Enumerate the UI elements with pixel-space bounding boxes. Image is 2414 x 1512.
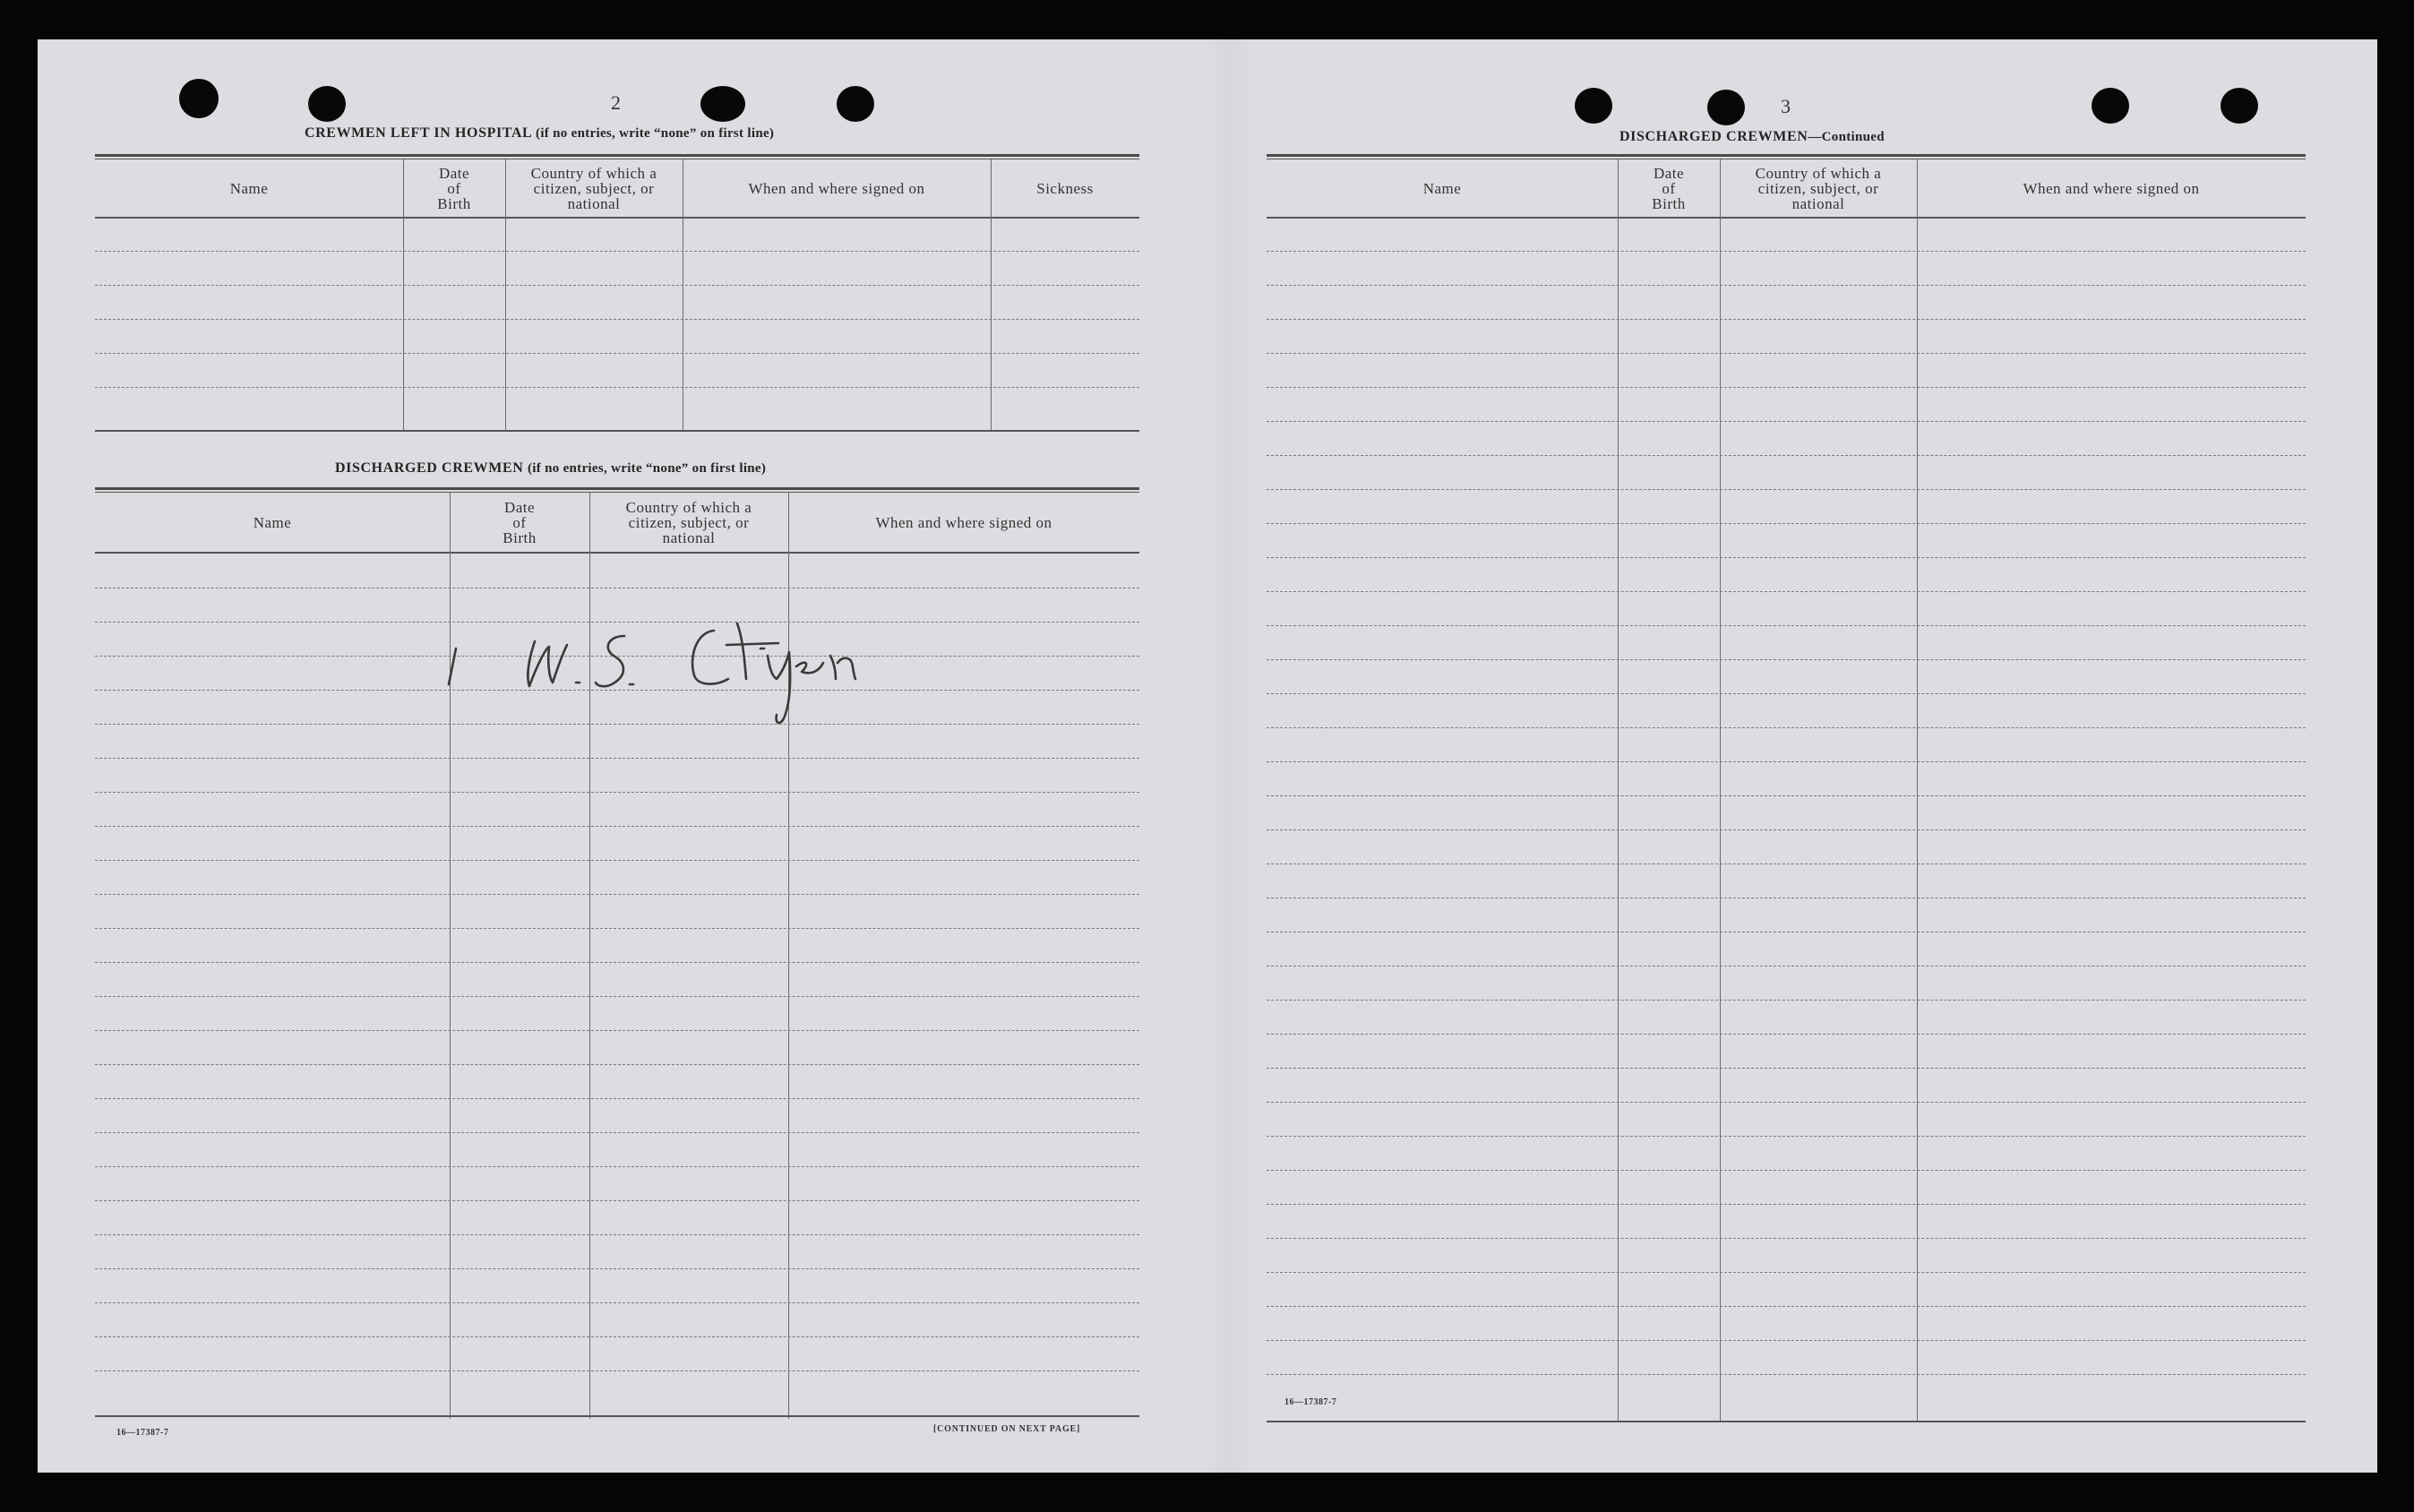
ruled-row-line <box>95 1302 1139 1303</box>
hospital-title-instruction: (if no entries, write “none” on first line) <box>536 126 775 141</box>
col-header-dob: Date of Birth <box>1652 164 1686 212</box>
ruled-row-line <box>95 1064 1139 1065</box>
ruled-row-line <box>1267 693 2306 694</box>
hospital-title-text: CREWMEN LEFT IN HOSPITAL <box>305 125 532 141</box>
ruled-row-line <box>1267 1238 2306 1239</box>
ruled-row-line <box>1267 1272 2306 1273</box>
page-number-left: 2 <box>611 91 621 114</box>
ruled-row-line <box>95 928 1139 929</box>
ruled-row-line <box>95 1336 1139 1337</box>
hospital-section-title <box>305 125 774 142</box>
ruled-row-line <box>1267 489 2306 490</box>
ruled-row-line <box>95 1234 1139 1235</box>
discharged-title-text: DISCHARGED CREWMEN <box>335 460 524 476</box>
table-bottom-rule <box>95 430 1139 432</box>
col-header-name: Name <box>253 513 292 531</box>
col-header-name: Name <box>1422 179 1462 197</box>
ruled-row-line <box>1267 285 2306 286</box>
column-divider <box>1917 159 1918 1421</box>
hospital-table <box>95 154 1139 432</box>
ruled-row-line <box>95 1200 1139 1201</box>
ruled-row-line <box>1267 625 2306 626</box>
ruled-row-line <box>1267 829 2306 830</box>
ruled-row-line <box>1267 1306 2306 1307</box>
header-bottom-rule <box>403 217 1139 219</box>
ruled-row-line <box>1267 1102 2306 1103</box>
ruled-row-line <box>1267 523 2306 524</box>
ruled-row-line <box>1267 591 2306 592</box>
col-header-dob: Date of Birth <box>503 498 537 546</box>
ruled-row-line <box>1267 1136 2306 1137</box>
punch-hole <box>1707 90 1745 125</box>
ruled-row-line <box>95 996 1139 997</box>
discharged-continued-suffix: —Continued <box>1808 130 1885 144</box>
punch-hole <box>179 79 219 118</box>
punch-hole <box>308 86 346 122</box>
ruled-row-line <box>95 792 1139 793</box>
discharged-continued-title-text: DISCHARGED CREWMEN <box>1619 129 1808 144</box>
ruled-row-line <box>95 319 1139 320</box>
ruled-row-line <box>1267 761 2306 762</box>
ruled-row-line <box>95 826 1139 827</box>
ruled-row-line <box>95 1370 1139 1371</box>
punch-hole <box>700 86 745 122</box>
header-bottom-rule <box>1267 217 2306 219</box>
form-number-right: 16—17387-7 <box>1284 1397 1337 1407</box>
table-top-rule <box>1267 154 2306 157</box>
header-bottom-rule <box>95 217 403 219</box>
col-header-signed-on: When and where signed on <box>875 513 1052 531</box>
column-divider <box>1618 159 1619 1421</box>
page-fold <box>1202 39 1256 1473</box>
page-number-right: 3 <box>1781 95 1791 117</box>
ruled-row-line <box>95 1166 1139 1167</box>
ruled-row-line <box>1267 455 2306 456</box>
ruled-row-line <box>95 894 1139 895</box>
ruled-row-line <box>95 251 1139 252</box>
ruled-row-line <box>95 1030 1139 1031</box>
ruled-row-line <box>1267 1204 2306 1205</box>
ruled-row-line <box>95 387 1139 388</box>
discharged-continued-table <box>1267 154 2306 1424</box>
ruled-row-line <box>1267 795 2306 796</box>
table-top-rule <box>95 487 1139 490</box>
col-header-country: Country of which a citizen, subject, or national <box>625 498 752 546</box>
manifest-sheet <box>38 39 2377 1473</box>
ruled-row-line <box>95 860 1139 861</box>
col-header-signed-on: When and where signed on <box>748 179 925 197</box>
discharged-section-title <box>335 460 766 477</box>
ruled-row-line <box>1267 1068 2306 1069</box>
ruled-row-line <box>1267 421 2306 422</box>
ruled-row-line <box>95 758 1139 759</box>
punch-hole <box>2221 88 2258 124</box>
ruled-row-line <box>1267 387 2306 388</box>
table-top-rule <box>95 154 1139 157</box>
col-header-signed-on: When and where signed on <box>2023 179 2200 197</box>
ruled-row-line <box>1267 353 2306 354</box>
col-header-name: Name <box>229 179 269 197</box>
table-bottom-rule <box>95 1415 1139 1417</box>
ruled-row-line <box>95 1098 1139 1099</box>
ruled-row-line <box>1267 1170 2306 1171</box>
ruled-row-line <box>1267 863 2306 864</box>
ruled-row-line <box>1267 1340 2306 1341</box>
ruled-row-line <box>95 1268 1139 1269</box>
col-header-country: Country of which a citizen, subject, or national <box>1755 164 1882 212</box>
header-bottom-rule <box>95 552 1139 554</box>
ruled-row-line <box>95 353 1139 354</box>
continued-note: [CONTINUED ON NEXT PAGE] <box>933 1424 1081 1434</box>
table-bottom-rule <box>1267 1421 2306 1422</box>
ruled-row-line <box>1267 1000 2306 1001</box>
punch-hole <box>1575 88 1612 124</box>
punch-hole <box>837 86 874 122</box>
ruled-row-line <box>1267 727 2306 728</box>
ruled-row-line <box>1267 557 2306 558</box>
discharged-continued-title <box>1619 129 1885 145</box>
ruled-row-line <box>1267 659 2306 660</box>
column-divider <box>1720 159 1721 1421</box>
ruled-row-line <box>1267 1034 2306 1035</box>
ruled-row-line <box>1267 319 2306 320</box>
col-header-dob: Date of Birth <box>437 164 471 212</box>
ruled-row-line <box>95 285 1139 286</box>
punch-hole <box>2092 88 2129 124</box>
handwritten-entry <box>436 604 974 756</box>
ruled-row-line <box>95 962 1139 963</box>
col-header-country: Country of which a citizen, subject, or national <box>530 164 657 212</box>
discharged-title-instruction: (if no entries, write “none” on first line) <box>527 461 767 476</box>
col-header-sickness: Sickness <box>1036 179 1094 197</box>
ruled-row-line <box>95 1132 1139 1133</box>
ruled-row-line <box>1267 251 2306 252</box>
form-number-left: 16—17387-7 <box>116 1428 169 1438</box>
ruled-row-line <box>1267 1374 2306 1375</box>
